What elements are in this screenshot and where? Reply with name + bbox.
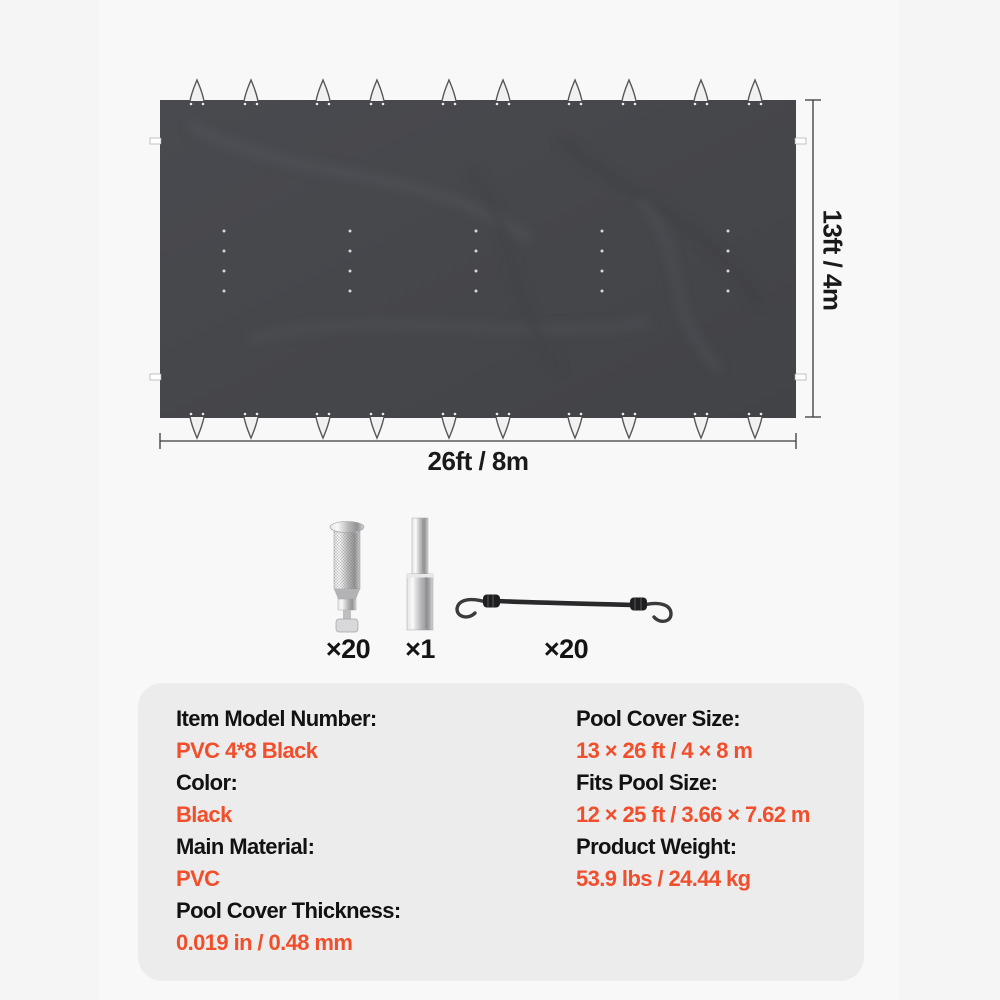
- spec-value: Black: [176, 802, 232, 827]
- spec-label: Product Weight:: [576, 834, 737, 859]
- width-dimension-label: 26ft / 8m: [427, 446, 529, 476]
- spec-value: 0.019 in / 0.48 mm: [176, 930, 353, 955]
- spec-value: PVC: [176, 866, 220, 891]
- spec-label: Pool Cover Size:: [576, 706, 740, 731]
- spec-value: 13 × 26 ft / 4 × 8 m: [576, 738, 753, 763]
- installation-rod-qty-label: ×1: [405, 634, 435, 664]
- installation-rod-illustration: [407, 518, 433, 630]
- spring-anchor-qty-label: ×20: [325, 634, 371, 664]
- spec-column-right: [576, 703, 810, 895]
- spec-label: Color:: [176, 770, 238, 795]
- spec-panel: [138, 683, 864, 981]
- spec-value: PVC 4*8 Black: [176, 738, 318, 763]
- bungee-cord-qty-label: ×20: [543, 634, 589, 664]
- spec-label: Item Model Number:: [176, 706, 377, 731]
- spec-label: Main Material:: [176, 834, 315, 859]
- spec-label: Pool Cover Thickness:: [176, 898, 401, 923]
- spec-label: Fits Pool Size:: [576, 770, 718, 795]
- spec-value: 53.9 lbs / 24.44 kg: [576, 866, 751, 891]
- spec-column-left: [176, 703, 401, 959]
- bungee-cord-illustration: [457, 595, 671, 622]
- spring-anchor-illustration: [330, 522, 364, 633]
- pool-cover: [150, 80, 806, 438]
- height-dimension-label: 13ft / 4m: [817, 209, 848, 311]
- spec-value: 12 × 25 ft / 3.66 × 7.62 m: [576, 802, 810, 827]
